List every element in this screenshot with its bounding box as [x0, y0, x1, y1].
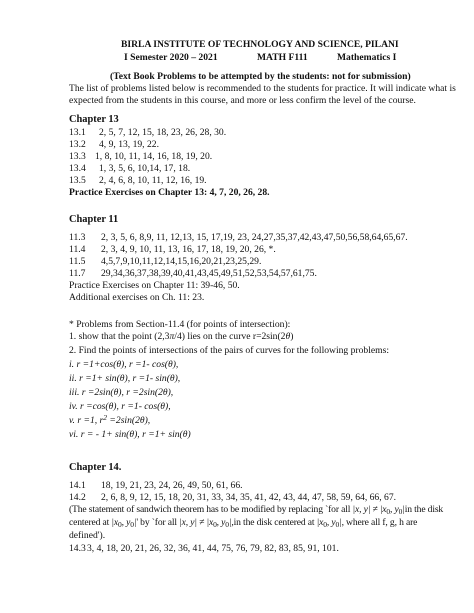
semester-label: I Semester 2020 – 2021	[124, 52, 218, 63]
note-text: in the disk	[404, 504, 444, 515]
course-name: Mathematics I	[337, 52, 397, 63]
chapter-11-practice: Practice Exercises on Chapter 11: 39-46, 50.	[69, 280, 240, 291]
curve-v-exponent: 2	[103, 413, 108, 422]
intro-line-2: expected from the students in this course, and more or less confirm the level of the course.	[69, 95, 416, 106]
item-text: 2, 6, 8, 9, 12, 15, 18, 20, 31, 33, 34, 35, 41, 42, 43, 44, 47, 58, 59, 64, 66, 67.	[101, 492, 397, 503]
note-text: centered at	[69, 517, 112, 528]
item-text: 4, 9, 13, 19, 22.	[99, 139, 159, 150]
note-math: , y	[326, 517, 336, 528]
note-math-sub: 0	[213, 520, 217, 529]
institute-name: BIRLA INSTITUTE OF TECHNOLOGY AND SCIENCE, PILANI	[121, 39, 399, 50]
note-math: |x	[111, 517, 119, 528]
note-math: |	[228, 517, 232, 528]
question-1-text: 1. show that the point (2,3	[69, 331, 170, 342]
note-math: |	[339, 517, 342, 528]
item-number: 13.3	[69, 151, 86, 162]
item-text: 29,34,36,37,38,39,40,41,43,45,49,51,52,53,54,57,61,75.	[101, 268, 317, 279]
note-math-sub: 0	[225, 520, 229, 529]
curve-pair-vi: vi. r = - 1+ sin(θ), r =1+ sin(θ)	[69, 429, 191, 440]
question-1-rest: /4) lies on the curve r=2sin(2	[174, 331, 286, 342]
item-number: 14.2	[69, 492, 86, 503]
note-text: ,in the disk centered at	[231, 517, 317, 528]
chapter-14-title: Chapter 14.	[69, 462, 122, 473]
curve-v-suffix: =2sin(2θ),	[107, 415, 151, 426]
item-number: 11.4	[69, 244, 86, 255]
item-number: 13.2	[69, 139, 86, 150]
theta-symbol: θ	[285, 331, 291, 342]
list-item	[69, 151, 212, 163]
sandwich-note-line-1	[69, 504, 443, 516]
item-number: 11.7	[69, 268, 86, 279]
item-text: 18, 19, 21, 23, 24, 26, 49, 50, 61, 66.	[101, 480, 243, 491]
note-math: |	[402, 504, 405, 515]
section-11-4-heading: * Problems from Section-11.4 (for points of intersection):	[69, 319, 291, 330]
item-text: 1, 8, 10, 11, 14, 16, 18, 19, 20.	[95, 151, 213, 162]
list-item	[69, 127, 226, 139]
curve-pair-ii: ii. r =1+ sin(θ), r =1- sin(θ),	[69, 373, 181, 384]
note-math-sub: 0	[398, 507, 403, 516]
item-text: 3, 4, 18, 20, 21, 26, 32, 36, 41, 44, 75, 76, 79, 82, 83, 85, 91, 101.	[87, 543, 339, 554]
item-text: 2, 5, 7, 12, 15, 18, 23, 26, 28, 30.	[99, 127, 227, 138]
list-item	[69, 480, 243, 492]
item-number: 14.3	[69, 543, 86, 554]
curve-v-prefix: v. r =1, r	[69, 415, 104, 426]
note-math-sub: 0	[130, 520, 134, 529]
note-math: , y	[216, 517, 226, 528]
list-item	[69, 175, 207, 187]
note-math-sub: 0	[335, 520, 340, 529]
note-math: |x	[316, 517, 324, 528]
curve-pair-i: i. r =1+cos(θ), r =1- cos(θ),	[69, 359, 179, 370]
note-math: |x, y| ≠ |x	[179, 517, 214, 528]
question-2: 2. Find the points of intersections of the pairs of curves for the following problems:	[69, 345, 389, 356]
item-number: 13.5	[69, 175, 86, 186]
item-text: 4,5,7,9,10,11,12,14,15,16,20,21,23,25,29.	[101, 256, 262, 267]
list-item	[69, 256, 261, 268]
item-text: 2, 4, 6, 8, 10, 11, 12, 16, 19.	[99, 175, 207, 186]
curve-pair-iii: iii. r =2sin(θ), r =2sin(2θ),	[69, 387, 174, 398]
note-text: ' by `for all	[136, 517, 180, 528]
item-text: 2, 3, 4, 9, 10, 11, 13, 16, 17, 18, 19, 20, 26, *.	[101, 244, 276, 255]
list-item	[69, 268, 317, 280]
chapter-13-title: Chapter 13	[69, 114, 119, 125]
note-math: |x, y| ≠ |x	[352, 504, 387, 515]
list-item	[69, 543, 339, 555]
chapter-11-additional: Additional exercises on Ch. 11: 23.	[69, 292, 205, 303]
question-1-close: )	[290, 331, 294, 342]
curve-pair-iv: iv. r =cos(θ), r =1- cos(θ),	[69, 401, 171, 412]
item-number: 11.5	[69, 256, 86, 267]
sandwich-note-line-3: defined').	[69, 530, 106, 541]
note-text: (The statement of sandwich theorem has to be modified by replacing `for all	[69, 504, 353, 515]
sandwich-note-line-2	[69, 517, 417, 529]
note-math-sub: 0	[323, 520, 327, 529]
item-number: 11.3	[69, 232, 86, 243]
subtitle: (Text Book Problems to be attempted by the students: not for submission)	[110, 71, 411, 82]
note-math: , y	[390, 504, 399, 515]
list-item	[69, 139, 159, 151]
list-item	[69, 163, 190, 175]
item-number: 13.1	[69, 127, 86, 138]
intro-line-1: The list of problems listed below is recommended to the students for practice. It will indicate what is	[69, 83, 456, 94]
question-1	[69, 331, 293, 343]
chapter-13-practice: Practice Exercises on Chapter 13: 4, 7, 20, 26, 28.	[69, 187, 270, 198]
course-code: MATH F111	[257, 52, 308, 63]
note-math-sub: 0	[386, 507, 391, 516]
note-math: |	[133, 517, 137, 528]
list-item	[69, 232, 408, 244]
list-item	[69, 492, 396, 504]
item-text: 2, 3, 5, 6, 8,9, 11, 12,13, 15, 17,19, 23, 24,27,35,37,42,43,47,50,56,58,64,65,67.	[101, 232, 408, 243]
pi-symbol: π	[169, 331, 175, 342]
list-item	[69, 244, 276, 256]
item-number: 14.1	[69, 480, 86, 491]
note-text: , where all f, g, h are	[341, 517, 418, 528]
item-number: 13.4	[69, 163, 86, 174]
note-math: , y	[121, 517, 131, 528]
curve-pair-v	[69, 415, 150, 427]
item-text: 1, 3, 5, 6, 10,14, 17, 18.	[99, 163, 191, 174]
chapter-11-title: Chapter 11	[69, 214, 119, 225]
note-math-sub: 0	[118, 520, 122, 529]
